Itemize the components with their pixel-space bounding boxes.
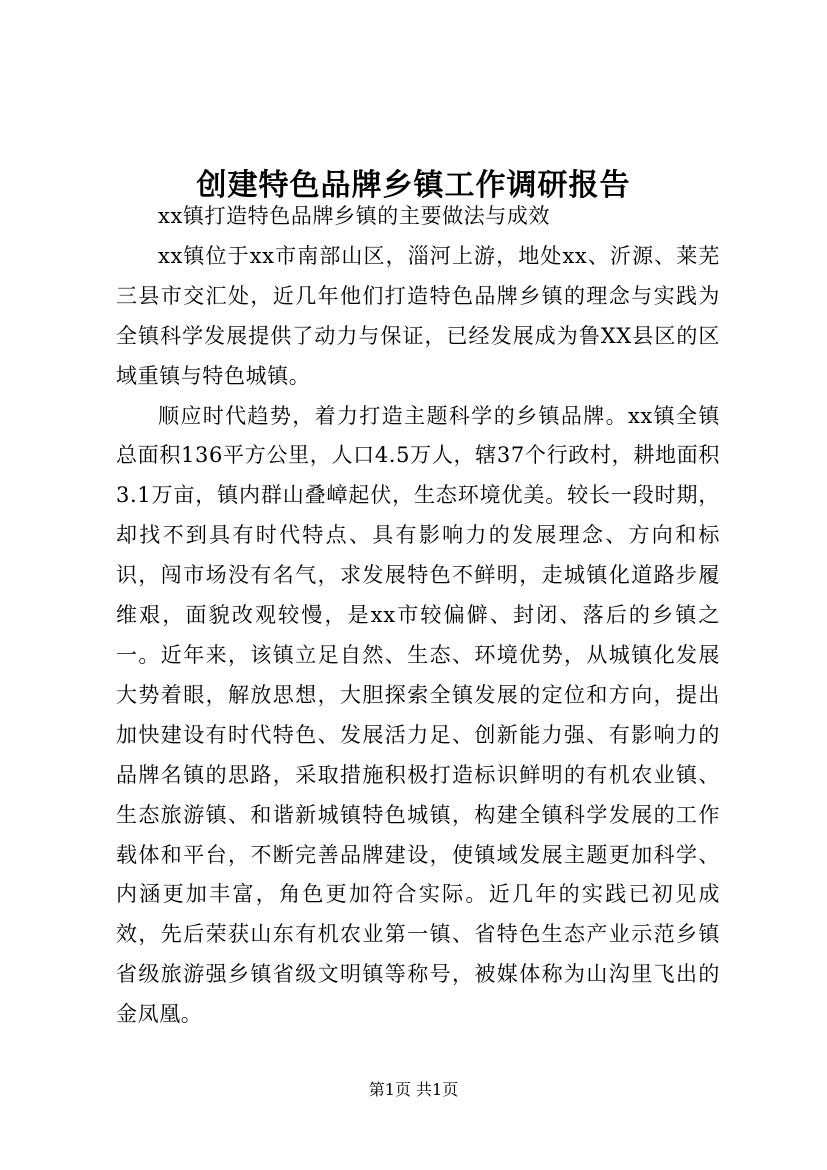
page-footer: 第1页 共1页 <box>368 1080 459 1099</box>
document-title: 创建特色品牌乡镇工作调研报告 <box>196 168 631 204</box>
body-paragraph: 顺应时代趋势，着力打造主题科学的乡镇品牌。xx镇全镇总面积136平方公里，人口4.5万人，辖37个行政村，耕地面积3.1万亩，镇内群山叠嶂起伏，生态环境优美。较长一段时期，却找不到具有时代特点、具有影响力的发展理念、方向和标识，闯市场没有名气，求发展特色不鲜明，走城镇化道路步履维艰，面貌改观较慢，是xx市较偏僻、封闭、落后的乡镇之一。近年来，该镇立足自然、生态、环境优势，从城镇化发展大势着眼，解放思想，大胆探索全镇发展的定位和方向，提出加快建设有时代特色、发展活力足、创新能力强、有影响力的品牌名镇的思路，采取措施积极打造标识鲜明的有机农业镇、生态旅游镇、和谐新城镇特色城镇，构建全镇科学发展的工作载体和平台，不断完善品牌建设，使镇域发展主题更加科学、内涵更加丰富，角色更加符合实际。近几年的实践已初见成效，先后荣获山东有机农业第一镇、省特色生态产业示范乡镇省级旅游强乡镇省级文明镇等称号，被媒体称为山沟里飞出的金凤凰。 <box>116 403 720 1027</box>
document-body <box>116 197 720 1035</box>
section-heading: xx镇打造特色品牌乡镇的主要做法与成效 <box>158 204 551 228</box>
body-paragraph: xx镇位于xx市南部山区，淄河上游，地处xx、沂源、莱芜三县市交汇处，近几年他们打造特色品牌乡镇的理念与实践为全镇科学发展提供了动力与保证，已经发展成为鲁XX县区的区域重镇与特色城镇。 <box>116 243 720 388</box>
